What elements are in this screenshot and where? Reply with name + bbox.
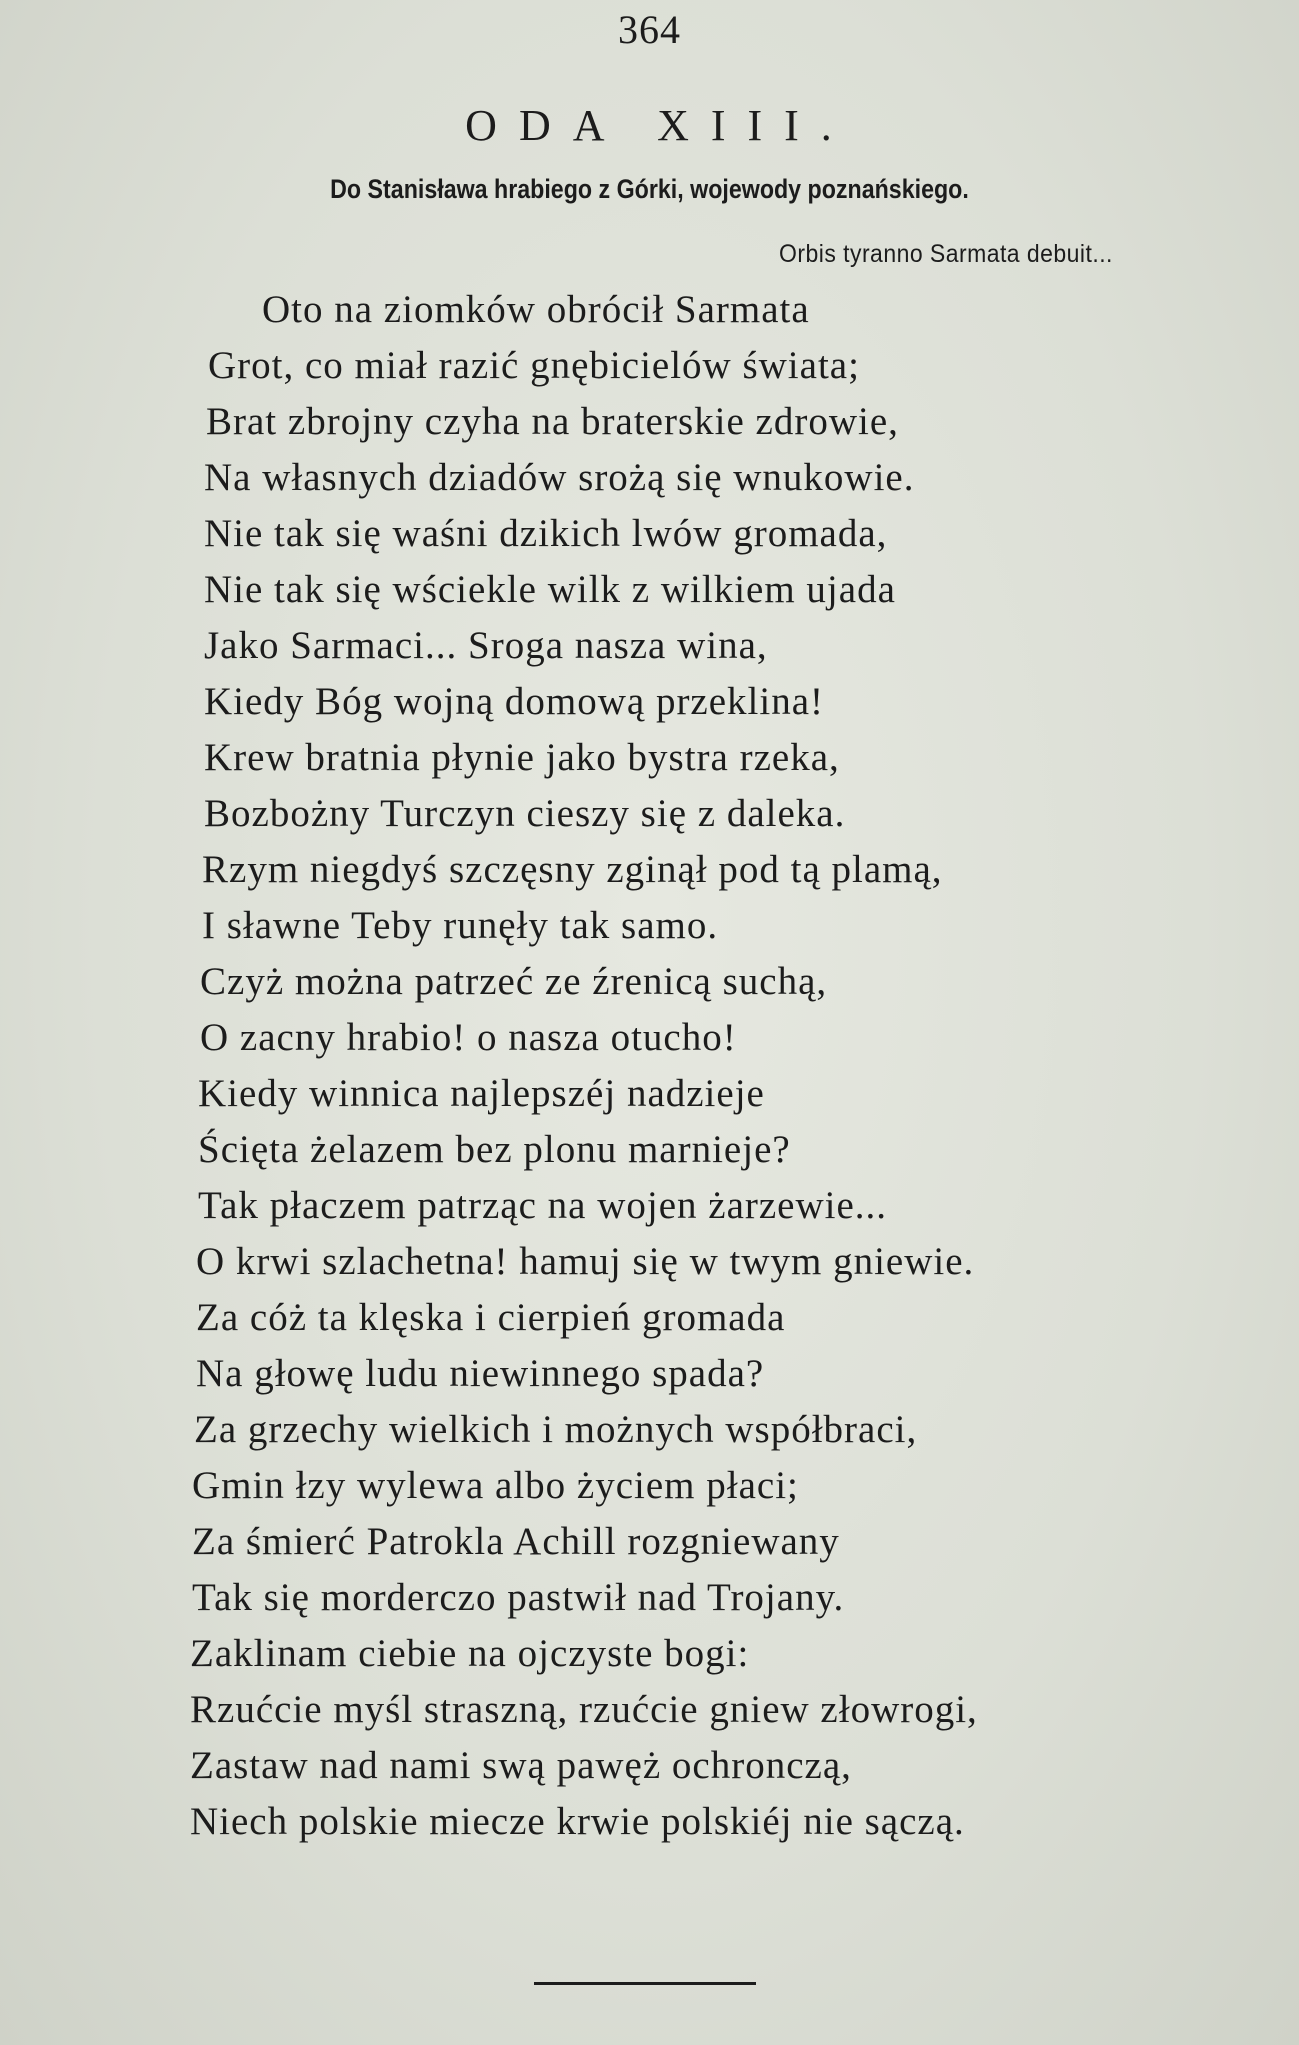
poem-line: Gmin łzy wylewa albo życiem płaci; bbox=[192, 1464, 799, 1507]
poem-line: O krwi szlachetna! hamuj się w twym gniewie. bbox=[196, 1240, 975, 1283]
poem-line: I sławne Teby runęły tak samo. bbox=[202, 904, 719, 947]
poem-line: Krew bratnia płynie jako bystra rzeka, bbox=[204, 736, 840, 779]
poem-line: Grot, co miał razić gnębicielów świata; bbox=[208, 344, 860, 387]
poem-line: Na głowę ludu niewinnego spada? bbox=[196, 1352, 765, 1395]
end-rule bbox=[534, 1982, 756, 1985]
poem-line: Nie tak się waśni dzikich lwów gromada, bbox=[204, 512, 888, 555]
poem-line: Tak się morderczo pastwił nad Trojany. bbox=[192, 1576, 845, 1619]
poem-line: Rzym niegdyś szczęsny zginął pod tą plamą, bbox=[202, 848, 943, 891]
poem-line: Rzućcie myśl straszną, rzućcie gniew złowrogi, bbox=[190, 1688, 978, 1731]
poem-line: Na własnych dziadów srożą się wnukowie. bbox=[204, 456, 915, 499]
poem-line: Zastaw nad nami swą pawęż ochronczą, bbox=[190, 1744, 852, 1787]
poem-line: Za śmierć Patrokla Achill rozgniewany bbox=[192, 1520, 840, 1563]
epigraph: Orbis tyranno Sarmata debuit... bbox=[779, 240, 1113, 268]
poem-line: Kiedy winnica najlepszéj nadzieje bbox=[198, 1072, 765, 1115]
poem-line: Za grzechy wielkich i możnych współbraci, bbox=[194, 1408, 918, 1451]
poem-line: Oto na ziomków obrócił Sarmata bbox=[262, 288, 810, 331]
poem-line: Kiedy Bóg wojną domową przeklina! bbox=[204, 680, 825, 723]
poem-line: Zaklinam ciebie na ojczyste bogi: bbox=[190, 1632, 750, 1675]
poem-line: Bozbożny Turczyn cieszy się z daleka. bbox=[204, 792, 846, 835]
poem-line: Tak płaczem patrząc na wojen żarzewie... bbox=[198, 1184, 888, 1227]
poem-line: Nie tak się wściekle wilk z wilkiem ujada bbox=[204, 568, 896, 611]
dedication: Do Stanisława hrabiego z Górki, wojewody poznańskiego. bbox=[330, 174, 969, 204]
poem-line: Ścięta żelazem bez plonu marnieje? bbox=[198, 1128, 791, 1171]
poem-line: Za cóż ta klęska i cierpień gromada bbox=[196, 1296, 786, 1339]
poem-line: O zacny hrabio! o nasza otucho! bbox=[200, 1016, 737, 1059]
poem-line: Czyż można patrzeć ze źrenicą suchą, bbox=[200, 960, 828, 1003]
poem-line: Jako Sarmaci... Sroga nasza wina, bbox=[204, 624, 768, 667]
ode-title: ODA XIII. bbox=[465, 101, 854, 150]
page-number: 364 bbox=[618, 7, 681, 52]
poem-line: Brat zbrojny czyha na braterskie zdrowie, bbox=[206, 400, 899, 443]
poem-line: Niech polskie miecze krwie polskiéj nie sączą. bbox=[190, 1800, 965, 1843]
